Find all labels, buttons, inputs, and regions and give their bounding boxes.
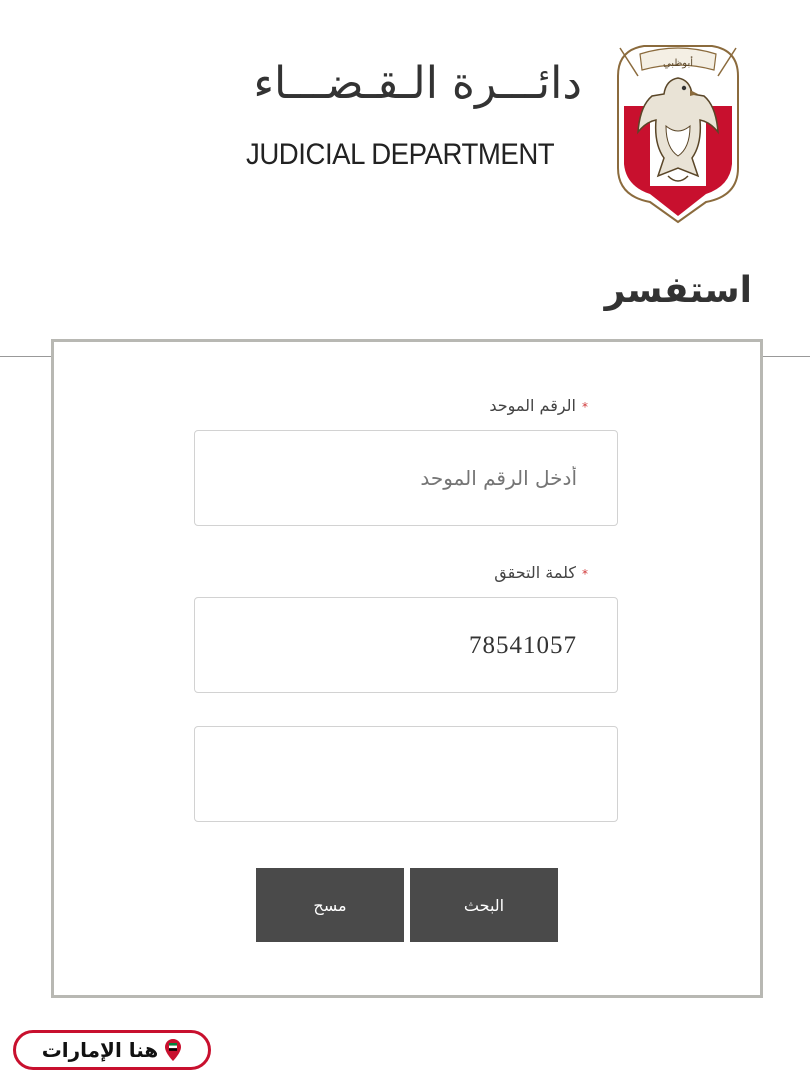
verification-code-label xyxy=(494,563,588,582)
captcha-input[interactable] xyxy=(194,726,618,822)
abu-dhabi-falcon-emblem-icon xyxy=(610,36,746,224)
header xyxy=(0,0,810,240)
svg-text:أبوظبي: أبوظبي xyxy=(662,58,694,69)
watermark-text: هنا الإمارات xyxy=(41,1038,159,1062)
search-button[interactable]: البحث xyxy=(410,868,558,942)
logo-arabic-text: دائـــرة الـقـضـــاء xyxy=(253,58,582,109)
verification-code-label-text: كلمة التحقق xyxy=(494,563,576,582)
unified-number-label-text: الرقم الموحد xyxy=(489,396,576,415)
page-title: استفسر xyxy=(604,270,752,311)
required-asterisk: * xyxy=(582,400,588,414)
required-asterisk: * xyxy=(582,567,588,581)
unified-number-input[interactable] xyxy=(194,430,618,526)
logo-english-text: JUDICIAL DEPARTMENT xyxy=(246,138,555,171)
clear-button[interactable]: مسح xyxy=(256,868,404,942)
watermark-badge xyxy=(13,1030,211,1070)
unified-number-label xyxy=(489,396,588,415)
uae-map-pin-icon xyxy=(164,1038,182,1062)
verification-code-display: 78541057 xyxy=(194,597,618,693)
